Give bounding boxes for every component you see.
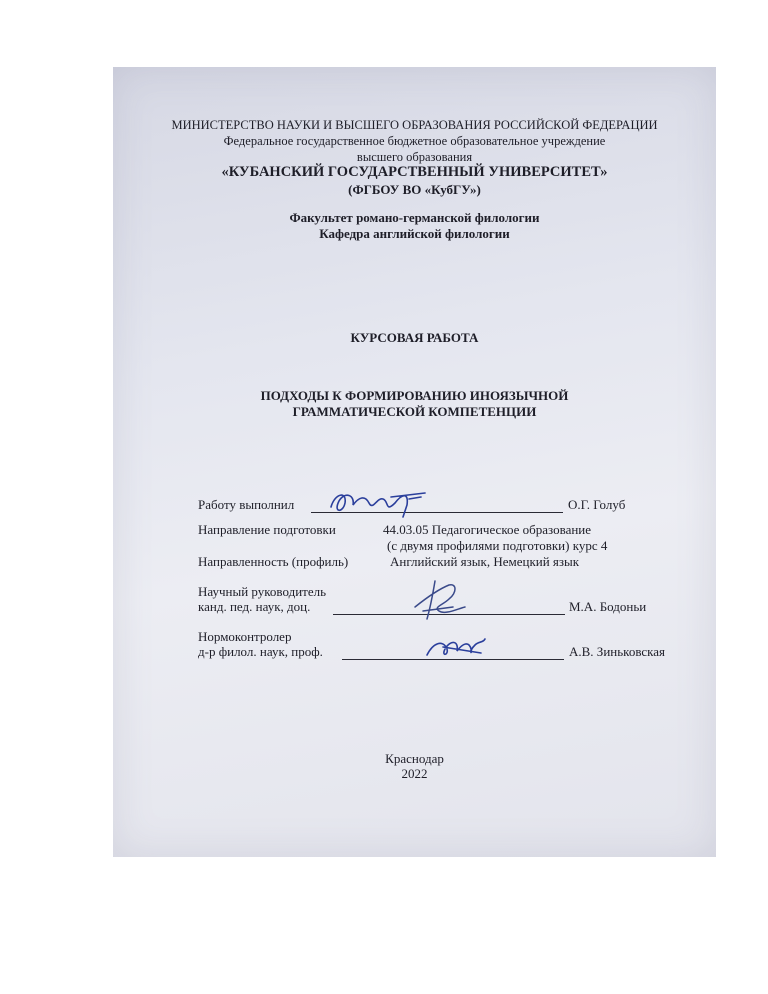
city: Краснодар	[385, 751, 444, 766]
author-label: Работу выполнил	[198, 497, 295, 512]
work-title-line-2: ГРАММАТИЧЕСКОЙ КОМПЕТЕНЦИИ	[292, 404, 537, 419]
direction-label: Направление подготовки	[198, 522, 336, 537]
author-signature	[325, 485, 435, 519]
supervisor-degree: канд. пед. наук, доц.	[198, 599, 311, 614]
university-name: «КУБАНСКИЙ ГОСУДАРСТВЕННЫЙ УНИВЕРСИТЕТ»	[221, 164, 608, 180]
supervisor-name: М.А. Бодоньи	[569, 599, 647, 614]
year: 2022	[401, 766, 428, 781]
direction-value: 44.03.05 Педагогическое образование	[383, 522, 592, 537]
scanned-title-page	[113, 67, 716, 857]
profile-value: Английский язык, Немецкий язык	[390, 554, 580, 569]
normcontroller-signature	[423, 635, 489, 661]
profile-label: Направленность (профиль)	[198, 554, 349, 569]
direction-value-continued: (с двумя профилями подготовки) курс 4	[387, 538, 608, 553]
normcontroller-name: А.В. Зиньковская	[569, 644, 666, 659]
faculty-name: Факультет романо-германской филологии	[289, 210, 540, 225]
work-title-line-1: ПОДХОДЫ К ФОРМИРОВАНИЮ ИНОЯЗЫЧНОЙ	[260, 388, 569, 403]
ministry-line: МИНИСТЕРСТВО НАУКИ И ВЫСШЕГО ОБРАЗОВАНИЯ РОССИЙСКОЙ ФЕДЕРАЦИИ	[171, 118, 658, 132]
university-abbreviation: (ФГБОУ ВО «КубГУ»)	[348, 182, 481, 197]
author-name: О.Г. Голуб	[568, 497, 626, 512]
normcontroller-degree: д-р филол. наук, проф.	[198, 644, 323, 659]
normcontroller-label: Нормоконтролер	[198, 629, 292, 644]
work-type: КУРСОВАЯ РАБОТА	[350, 330, 479, 345]
supervisor-signature	[405, 577, 475, 625]
institution-type-line: Федеральное государственное бюджетное образовательное учреждение	[223, 134, 606, 148]
department-name: Кафедра английской филологии	[319, 226, 510, 241]
institution-level-line: высшего образования	[356, 150, 473, 164]
supervisor-label: Научный руководитель	[198, 584, 327, 599]
